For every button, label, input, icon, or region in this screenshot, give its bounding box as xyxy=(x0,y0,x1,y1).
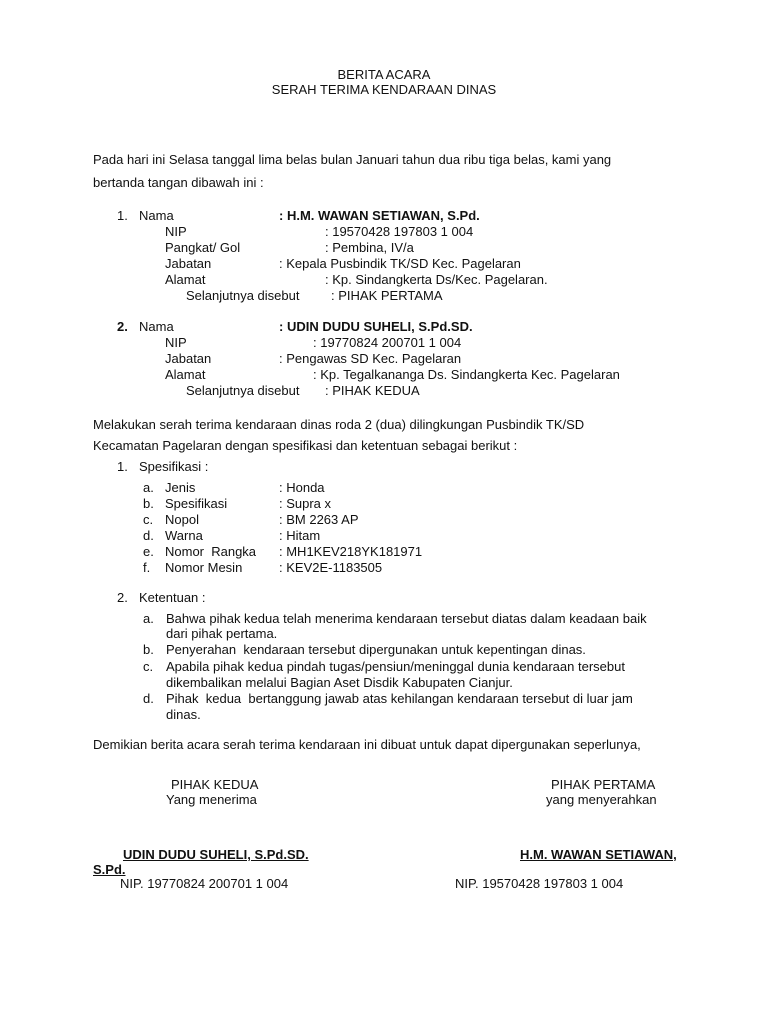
spec-heading: Spesifikasi : xyxy=(139,459,209,474)
party-1-position-label: Jabatan xyxy=(165,256,212,271)
party-2-number: 2. xyxy=(117,319,128,334)
spec-label: Warna xyxy=(165,528,203,543)
party-2-position-label: Jabatan xyxy=(165,351,212,366)
party-1-name-value: : H.M. WAWAN SETIAWAN, S.Pd. xyxy=(279,208,480,223)
party-1-number: 1. xyxy=(117,208,128,223)
spec-letter: d. xyxy=(143,528,154,543)
spec-number: 1. xyxy=(117,459,128,474)
signature-right-name: H.M. WAWAN SETIAWAN, xyxy=(520,847,677,862)
signature-right-sub: yang menyerahkan xyxy=(546,792,657,807)
party-1-rank-value: : Pembina, IV/a xyxy=(325,240,414,255)
term-text: dinas. xyxy=(166,707,201,722)
document-title: BERITA ACARA xyxy=(337,67,431,82)
party-1-position-value: : Kepala Pusbindik TK/SD Kec. Pagelaran xyxy=(279,256,521,271)
intro-line-1: Pada hari ini Selasa tanggal lima belas bulan Januari tahun dua ribu tiga belas, kami yang xyxy=(93,152,612,167)
spec-letter: b. xyxy=(143,496,154,511)
spec-value: : MH1KEV218YK181971 xyxy=(279,544,423,559)
term-text: Apabila pihak kedua pindah tugas/pensiun/meninggal dunia kendaraan tersebut xyxy=(166,659,625,674)
spec-letter: f. xyxy=(143,560,151,575)
spec-value: : Supra x xyxy=(279,496,332,511)
party-2-nip-label: NIP xyxy=(165,335,187,350)
party-1-referred-value: : PIHAK PERTAMA xyxy=(331,288,443,303)
closing-statement: Demikian berita acara serah terima kendaraan ini dibuat untuk dapat dipergunakan seperlunya, xyxy=(93,737,641,752)
signature-left-nip: NIP. 19770824 200701 1 004 xyxy=(120,876,289,891)
party-1-name-label: Nama xyxy=(139,208,174,223)
party-2-referred-label: Selanjutnya disebut xyxy=(186,383,300,398)
party-2-name-label: Nama xyxy=(139,319,174,334)
document-subtitle: SERAH TERIMA KENDARAAN DINAS xyxy=(271,82,497,97)
term-text: Bahwa pihak kedua telah menerima kendaraan tersebut diatas dalam keadaan baik xyxy=(166,611,647,626)
spec-value: : KEV2E-1183505 xyxy=(279,560,383,575)
term-text: Penyerahan kendaraan tersebut dipergunakan untuk kepentingan dinas. xyxy=(166,642,586,657)
party-2-nip-value: : 19770824 200701 1 004 xyxy=(313,335,462,350)
party-2-name-value: : UDIN DUDU SUHELI, S.Pd.SD. xyxy=(279,319,473,334)
spec-value: : Hitam xyxy=(279,528,321,543)
spec-letter: a. xyxy=(143,480,154,495)
signature-left-sub: Yang menerima xyxy=(166,792,257,807)
term-letter: b. xyxy=(143,642,154,657)
signature-left-role: PIHAK KEDUA xyxy=(171,777,259,792)
party-2-position-value: : Pengawas SD Kec. Pagelaran xyxy=(279,351,462,366)
spec-value: : BM 2263 AP xyxy=(279,512,359,527)
spec-value: : Honda xyxy=(279,480,325,495)
signature-right-name-continued: S.Pd. xyxy=(93,862,126,877)
terms-heading: Ketentuan : xyxy=(139,590,206,605)
party-1-address-label: Alamat xyxy=(165,272,206,287)
party-1-nip-label: NIP xyxy=(165,224,187,239)
term-text: dikembalikan melalui Bagian Aset Disdik Kabupaten Cianjur. xyxy=(166,675,513,690)
party-1-referred-label: Selanjutnya disebut xyxy=(186,288,300,303)
spec-label: Spesifikasi xyxy=(165,496,228,511)
terms-number: 2. xyxy=(117,590,128,605)
term-letter: a. xyxy=(143,611,154,626)
term-text: dari pihak pertama. xyxy=(166,626,278,641)
spec-label: Jenis xyxy=(165,480,196,495)
handover-line-2: Kecamatan Pagelaran dengan spesifikasi dan ketentuan sebagai berikut : xyxy=(93,438,518,453)
spec-label: Nomor Rangka xyxy=(165,544,257,559)
handover-line-1: Melakukan serah terima kendaraan dinas roda 2 (dua) dilingkungan Pusbindik TK/SD xyxy=(93,417,585,432)
party-1-nip-value: : 19570428 197803 1 004 xyxy=(325,224,474,239)
spec-label: Nopol xyxy=(165,512,199,527)
party-2-referred-value: : PIHAK KEDUA xyxy=(325,383,420,398)
term-letter: c. xyxy=(143,659,154,674)
signature-left-name: UDIN DUDU SUHELI, S.Pd.SD. xyxy=(123,847,309,862)
party-1-address-value: : Kp. Sindangkerta Ds/Kec. Pagelaran. xyxy=(325,272,548,287)
party-2-address-value: : Kp. Tegalkananga Ds. Sindangkerta Kec. Pagelaran xyxy=(313,367,620,382)
intro-line-2: bertanda tangan dibawah ini : xyxy=(93,175,264,190)
term-letter: d. xyxy=(143,691,154,706)
party-1-rank-label: Pangkat/ Gol xyxy=(165,240,241,255)
party-2-address-label: Alamat xyxy=(165,367,206,382)
signature-right-role: PIHAK PERTAMA xyxy=(551,777,656,792)
signature-right-nip: NIP. 19570428 197803 1 004 xyxy=(455,876,624,891)
spec-label: Nomor Mesin xyxy=(165,560,243,575)
spec-letter: e. xyxy=(143,544,154,559)
spec-letter: c. xyxy=(143,512,154,527)
term-text: Pihak kedua bertanggung jawab atas kehilangan kendaraan tersebut di luar jam xyxy=(166,691,633,706)
